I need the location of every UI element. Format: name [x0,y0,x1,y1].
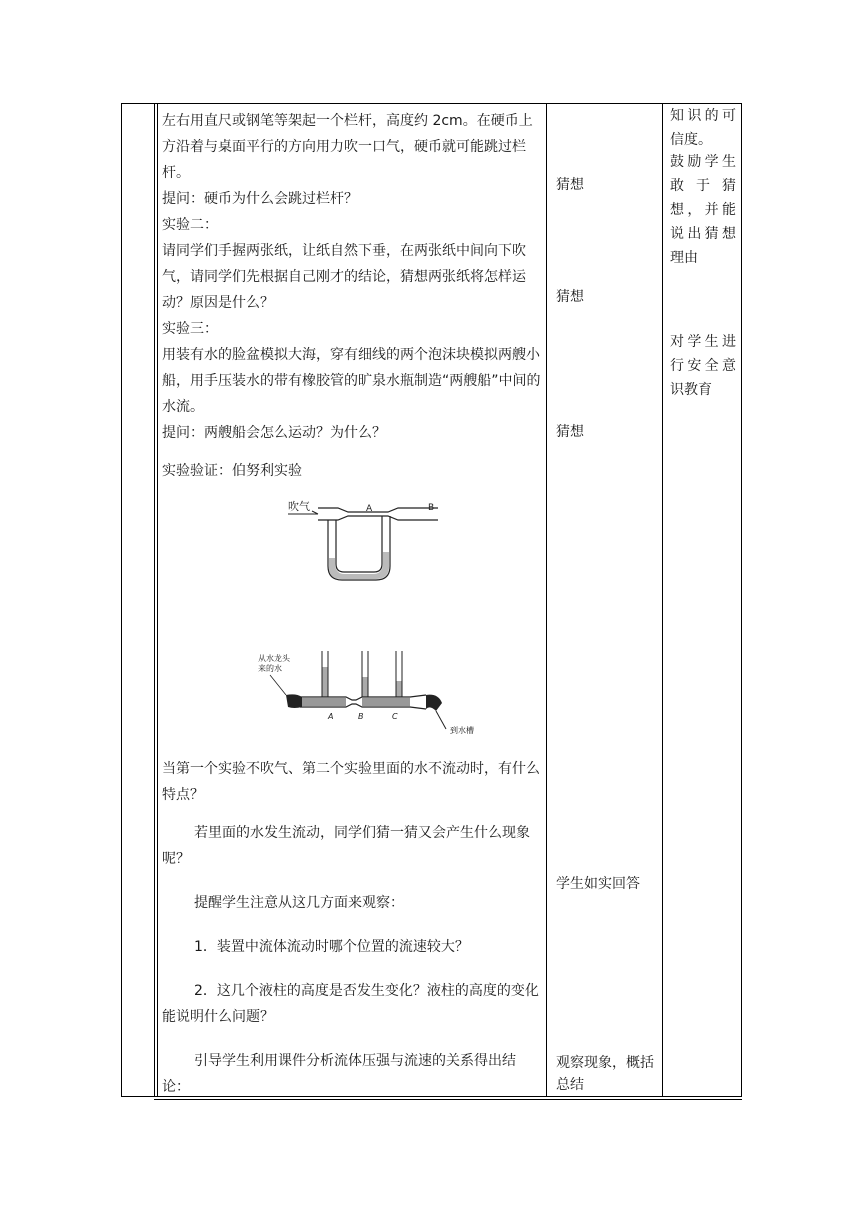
intent-text: 鼓励学生敢 于 猜想，并能说出猜想理由 [670,154,736,266]
blow-label: 吹气 [288,500,310,513]
intent-1 [670,104,736,152]
student-guess-2: 猜想 [556,289,584,305]
pipe-label-b: B [358,712,364,721]
lesson-paragraph: 提问：硬币为什么会跳过栏杆？ [162,191,358,207]
lesson-paragraph: 实验二： [162,217,218,233]
water-source-label-2: 来的水 [258,664,282,673]
student-guess-3: 猜想 [556,424,584,440]
question-paragraph: 2．这几个液柱的高度是否发生变化？液柱的高度的变化能说明什么问题？ [162,983,539,1025]
table-border-col2 [546,103,547,1097]
water-source-label: 从水龙头 [258,654,290,663]
question-paragraph: 1．装置中流体流动时哪个位置的流速较大？ [194,939,469,955]
lesson-paragraph: 请同学们手握两张纸，让纸自然下垂，在两张纸中间向下吹气，请同学们先根据自己刚才的结论，猜想两张纸将怎样运动？原因是什么？ [162,243,526,311]
student-guess-1: 猜想 [556,177,584,193]
pipe-label-c: C [392,712,398,721]
table-border-left-inner2 [157,103,158,1097]
lesson-paragraph: 提问：两艘船会怎么运动？为什么？ [162,425,386,441]
table-border-right [741,103,742,1097]
table-border-top [121,103,742,104]
tube-label-a: A [366,504,373,514]
question-paragraph: 引导学生利用课件分析流体压强与流速的关系得出结论： [162,1053,516,1095]
table-border-col3 [662,103,663,1097]
lesson-content-bottom [162,756,542,1100]
intent-3 [670,330,736,402]
table-border-left-outer [121,103,122,1097]
table-border-left-inner [154,103,155,1097]
question-paragraph: 若里面的水发生流动，同学们猜一猜又会产生什么现象呢？ [162,825,530,867]
lesson-paragraph: 实验验证：伯努利实验 [162,463,302,479]
intent-text: 对学生进行安全意识教育 [670,334,736,398]
lesson-paragraph: 实验三： [162,321,218,337]
bernoulli-figure-air [278,496,468,588]
question-paragraph: 当第一个实验不吹气、第二个实验里面的水不流动时，有什么特点？ [162,761,540,803]
student-answer: 学生如实回答 [556,876,640,892]
drain-label: 到水槽 [450,726,474,735]
bernoulli-figure-water [250,645,490,737]
tube-label-b: B [428,503,435,513]
intent-text: 知识的可信度。 [670,108,736,148]
pipe-label-a: A [328,712,334,721]
student-observe: 观察现象，概括总结 [556,1055,654,1093]
intent-2 [670,150,736,270]
lesson-paragraph: 用装有水的脸盆模拟大海，穿有细线的两个泡沫块模拟两艘小船，用手压装水的带有橡胶管的旷泉水瓶制造“两艘船”中间的水流。 [162,347,541,415]
lesson-paragraph: 左右用直尺或钢笔等架起一个栏杆，高度约 2cm。在硬币上方沿着与桌面平行的方向用力吹一口气，硬币就可能跳过栏杆。 [162,113,533,181]
lesson-content-top [162,108,542,484]
question-paragraph: 提醒学生注意从这几方面来观察： [194,895,404,911]
